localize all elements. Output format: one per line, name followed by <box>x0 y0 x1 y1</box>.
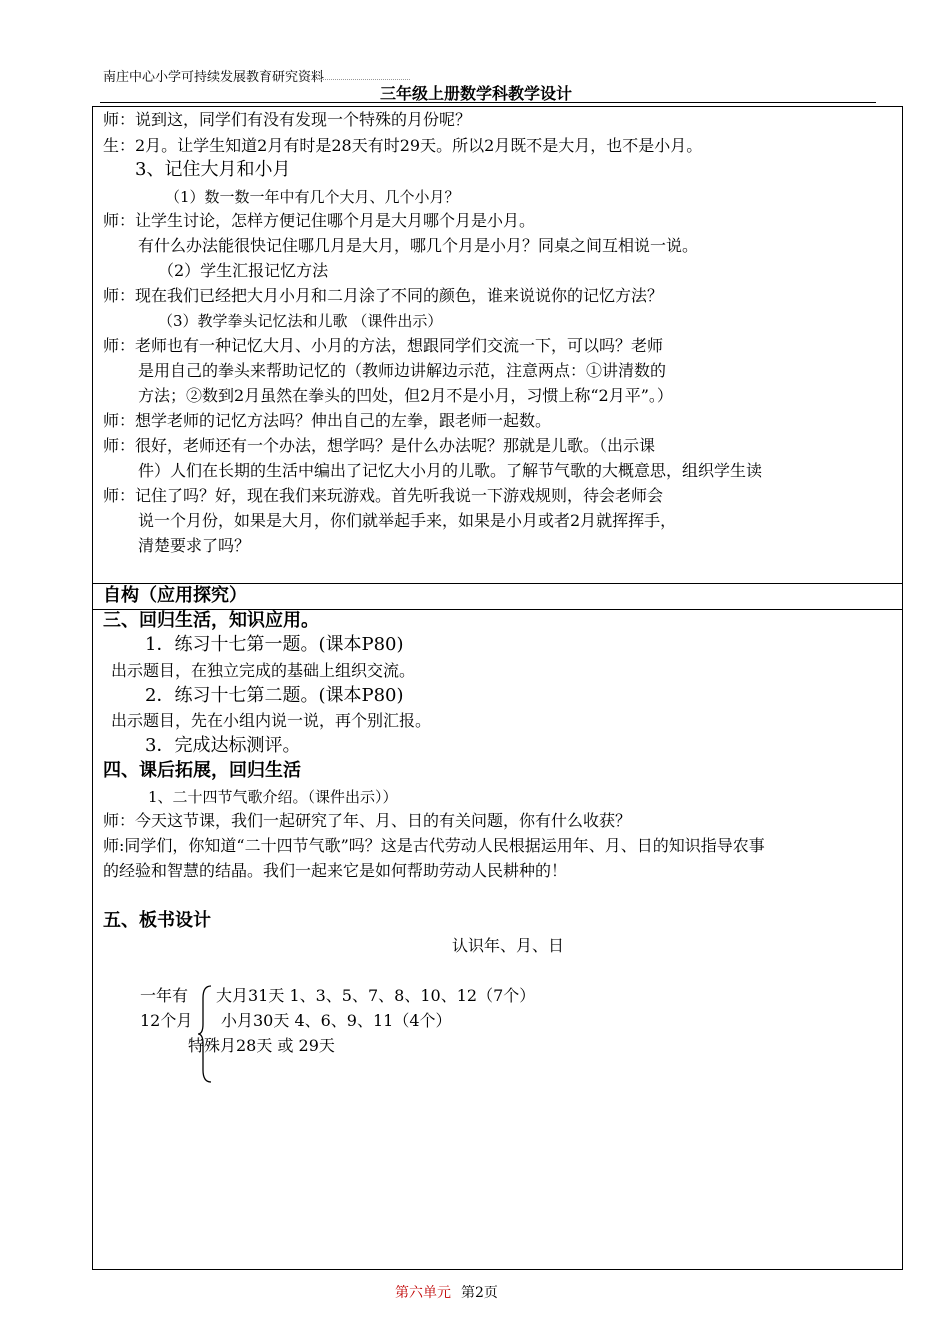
text-line: 师：想学老师的记忆方法吗？伸出自己的左拳，跟老师一起数。 <box>103 411 552 430</box>
text-line: 师：让学生讨论，怎样方便记住哪个月是大月哪个月是小月。 <box>103 211 536 230</box>
text-line: 师：记住了吗？好，现在我们来玩游戏。首先听我说一下游戏规则，待会老师会 <box>103 486 664 505</box>
text-line: 件）人们在长期的生活中编出了记忆大小月的儿歌。了解节气歌的大概意思，组织学生读 <box>138 461 763 480</box>
footer-page: 第2页 <box>461 1285 498 1301</box>
table-divider-1 <box>92 583 903 584</box>
text-line: （1）数一数一年中有几个大月、几个小月？ <box>165 188 460 206</box>
text-line: 出示题目，在独立完成的基础上组织交流。 <box>111 661 416 680</box>
board-row-special-month: 特殊月28天 或 29天 <box>188 1036 335 1055</box>
text-line: 师：现在我们已经把大月小月和二月涂了不同的颜色，谁来说说你的记忆方法？ <box>103 286 664 305</box>
text-line: 1、二十四节气歌介绍。（课件出示）） <box>148 788 398 806</box>
text-line: （3）教学拳头记忆法和儿歌 （课件出示） <box>158 312 443 330</box>
text-line: （2）学生汇报记忆方法 <box>158 261 329 280</box>
section-heading-4: 四、课后拓展，回归生活 <box>103 760 301 781</box>
board-title: 认识年、月、日 <box>452 936 565 955</box>
text-line: 方法；②数到2月虽然在拳头的凹处，但2月不是小月，习惯上称“2月平”。） <box>138 386 673 405</box>
text-line: 清楚要求了吗？ <box>138 536 251 555</box>
text-line: 有什么办法能很快记住哪几月是大月，哪几个月是小月？同桌之间互相说一说。 <box>138 236 699 255</box>
text-line: 师：今天这节课，我们一起研究了年、月、日的有关问题，你有什么收获？ <box>103 811 632 830</box>
section-heading-3: 三、回归生活，知识应用。 <box>103 610 319 631</box>
exercise-item: 1．练习十七第一题。(课本P80) <box>145 634 404 655</box>
document-title: 三年级上册数学科教学设计 <box>380 84 573 103</box>
board-left-label: 一年有 <box>140 986 189 1005</box>
text-line: 说一个月份，如果是大月，你们就举起手来，如果是小月或者2月就挥挥手， <box>138 511 677 530</box>
text-line: 是用自己的拳头来帮助记忆的（教师边讲解边示范，注意两点：①讲清数的 <box>138 361 667 380</box>
header-rule <box>100 102 876 103</box>
text-line: 师:同学们，你知道“二十四节气歌”吗？这是古代劳动人民根据运用年、月、日的知识指导农事 <box>103 836 765 855</box>
text-line: 的经验和智慧的结晶。我们一起来它是如何帮助劳动人民耕种的！ <box>103 861 568 880</box>
header-dotted-line <box>300 79 410 80</box>
board-left-label: 12个月 <box>140 1011 193 1030</box>
section-heading-ziguo: 自构（应用探究） <box>103 585 247 606</box>
section-heading-5: 五、板书设计 <box>103 910 211 931</box>
school-header: 南庄中心小学可持续发展教育研究资料 <box>103 70 325 85</box>
text-line: 师：老师也有一种记忆大月、小月的方法，想跟同学们交流一下，可以吗？老师 <box>103 336 664 355</box>
text-line: 出示题目，先在小组内说一说，再个别汇报。 <box>111 711 432 730</box>
footer-unit: 第六单元 <box>395 1285 451 1301</box>
text-line: 师：很好，老师还有一个办法，想学吗？是什么办法呢？那就是儿歌。（出示课 <box>103 436 656 455</box>
exercise-item: 3．完成达标测评。 <box>145 735 301 756</box>
text-line: 师：说到这，同学们有没有发现一个特殊的月份呢？ <box>103 110 472 129</box>
page-footer <box>395 1282 498 1302</box>
text-line: 生：2月。让学生知道2月有时是28天有时29天。所以2月既不是大月，也不是小月。 <box>103 136 703 155</box>
exercise-item: 2．练习十七第二题。(课本P80) <box>145 685 404 706</box>
curly-brace-icon <box>197 984 213 1084</box>
subsection-heading: 3、记住大月和小月 <box>135 159 291 180</box>
board-row-big-month: 大月31天 1、3、5、7、8、10、12（7个） <box>216 986 536 1005</box>
board-row-small-month: 小月30天 4、6、9、11（4个） <box>221 1011 452 1030</box>
